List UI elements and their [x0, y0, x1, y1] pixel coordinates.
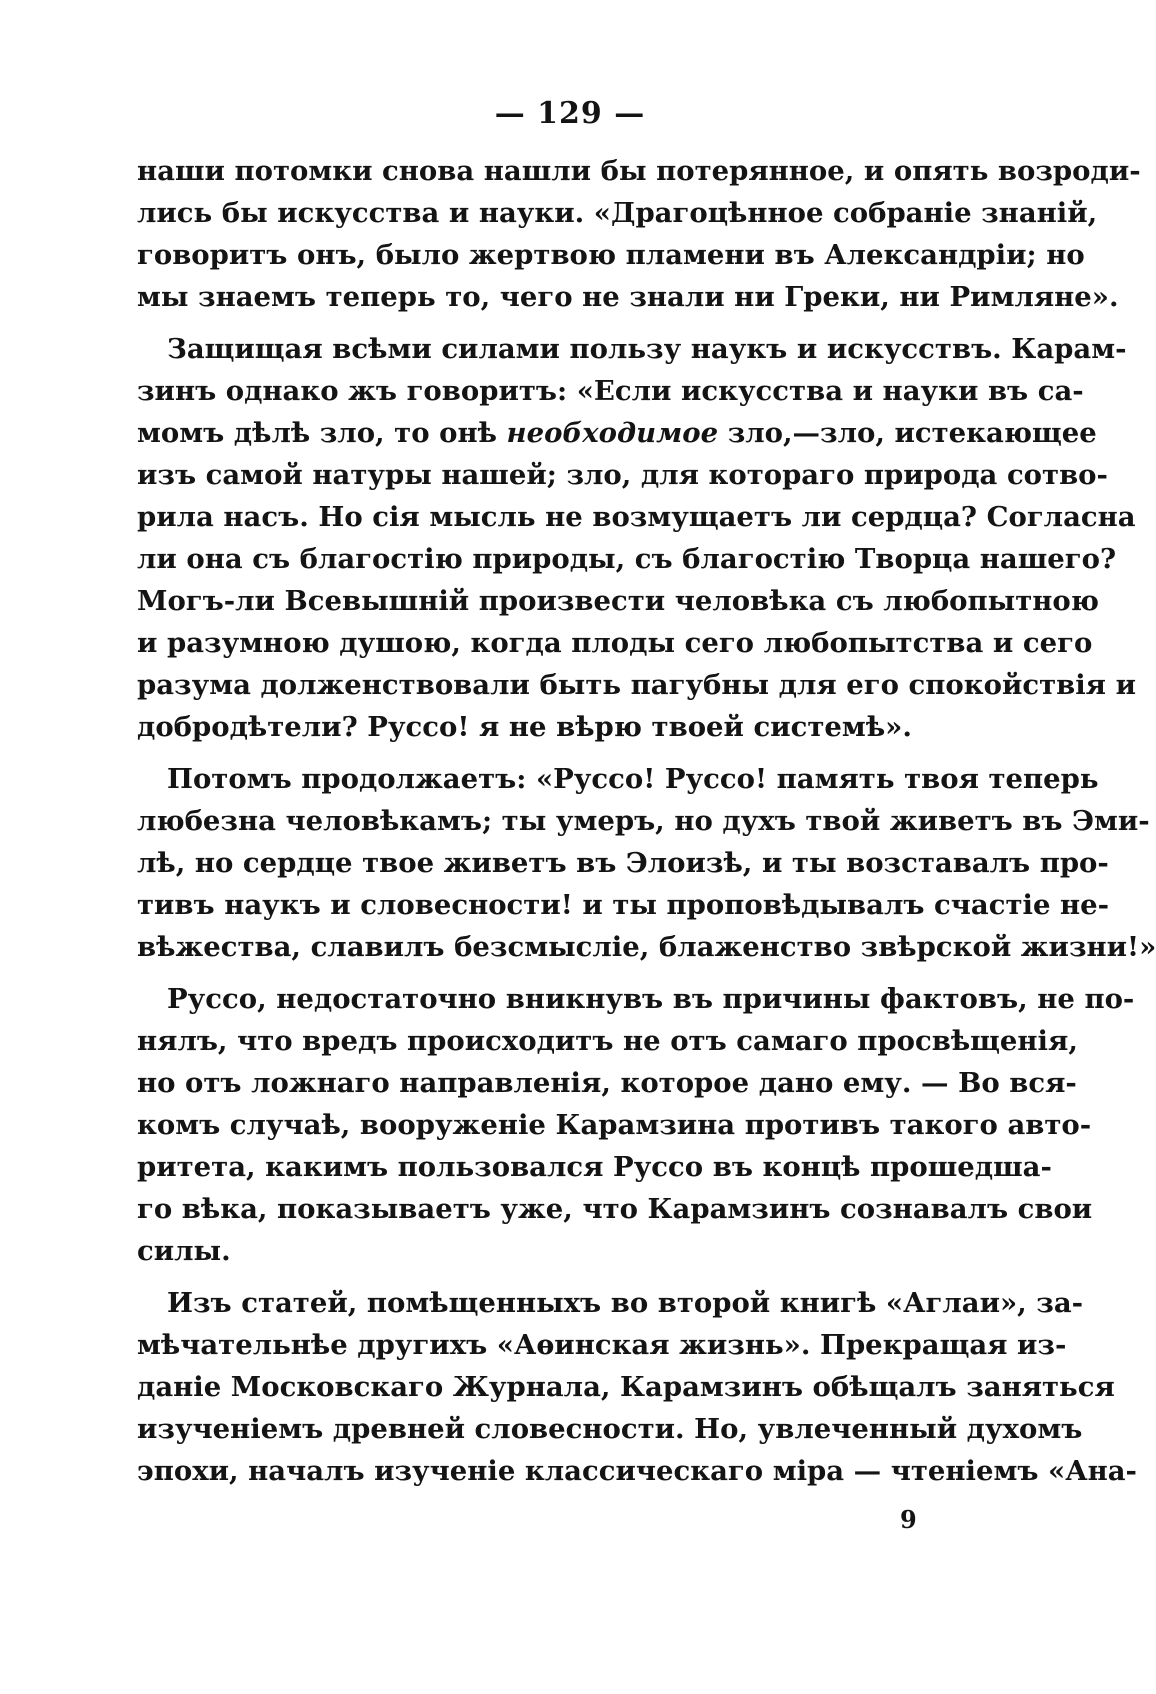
text-line: любезна человѣкамъ; ты умеръ, но духъ твой живетъ въ Эми- [137, 805, 1150, 837]
text-line: ли она съ благостію природы, съ благостію Творца нашего? [137, 543, 1117, 575]
text-line: Могъ-ли Всевышній произвести человѣка съ любопытною [137, 585, 1099, 617]
text-line: рила насъ. Но сія мысль не возмущаетъ ли сердца? Согласна [137, 501, 1136, 533]
page-number: — 129 — [494, 96, 646, 131]
text-line: разума долженствовали быть пагубны для его спокойствія и [137, 669, 1136, 701]
paragraph-4 [137, 978, 1135, 1272]
text-line: нялъ, что вредъ происходитъ не отъ самаго просвѣщенія, [137, 1025, 1078, 1057]
text-line: говоритъ онъ, было жертвою пламени въ Александріи; но [137, 239, 1085, 271]
text-line: ритета, какимъ пользовался Руссо въ концѣ прошедша- [137, 1151, 1052, 1183]
text-span: зло,—зло, истекающее [718, 417, 1097, 449]
text-line: и разумною душою, когда плоды сего любопытства и сего [137, 627, 1093, 659]
text-line: силы. [137, 1235, 231, 1267]
text-line: лись бы искусства и науки. «Драгоцѣнное собраніе знаній, [137, 197, 1098, 229]
text-line: тивъ наукъ и словесности! и ты проповѣдывалъ счастіе не- [137, 889, 1110, 921]
text-line: мѣчательнѣе другихъ «Аѳинская жизнь». Прекращая из- [137, 1329, 1067, 1361]
text-line: Потомъ продолжаетъ: «Руссо! Руссо! память твоя теперь [167, 763, 1099, 795]
paragraph-1 [137, 150, 1141, 318]
text-span: момъ дѣлѣ зло, то онѣ [137, 417, 507, 449]
text-line: но отъ ложнаго направленія, которое дано ему. — Во вся- [137, 1067, 1077, 1099]
paragraph-5 [137, 1282, 1137, 1492]
text-line: комъ случаѣ, вооруженіе Карамзина противъ такого авто- [137, 1109, 1092, 1141]
text-line: изученіемъ древней словесности. Но, увлеченный духомъ [137, 1413, 1083, 1445]
body-text [137, 150, 1156, 1502]
text-line: наши потомки снова нашли бы потерянное, и опять возроди- [137, 155, 1141, 187]
paragraph-2 [137, 328, 1136, 748]
text-line: вѣжества, славилъ безсмысліе, блаженство звѣрской жизни!» [137, 931, 1156, 963]
text-line: Руссо, недостаточно вникнувъ въ причины фактовъ, не по- [167, 983, 1135, 1015]
emphasized-word: необходимое [506, 417, 719, 449]
text-line: мы знаемъ теперь то, чего не знали ни Греки, ни Римляне». [137, 281, 1119, 313]
text-line: го вѣка, показываетъ уже, что Карамзинъ сознавалъ свои [137, 1193, 1093, 1225]
text-line: даніе Московскаго Журнала, Карамзинъ обѣщалъ заняться [137, 1371, 1115, 1403]
text-line: изъ самой натуры нашей; зло, для котораго природа сотво- [137, 459, 1108, 491]
text-line: лѣ, но сердце твое живетъ въ Элоизѣ, и ты возставалъ про- [137, 847, 1109, 879]
text-line: Изъ статей, помѣщенныхъ во второй книгѣ «Аглаи», за- [167, 1287, 1084, 1319]
text-line: добродѣтели? Руссо! я не вѣрю твоей системѣ». [137, 711, 912, 743]
text-line: Защищая всѣми силами пользу наукъ и искусствъ. Карам- [167, 333, 1127, 365]
signature-mark: 9 [900, 1505, 917, 1534]
text-line-with-emphasis [137, 412, 1097, 454]
text-line: зинъ однако жъ говоритъ: «Если искусства и науки въ са- [137, 375, 1084, 407]
paragraph-3 [137, 758, 1156, 968]
text-line: эпохи, началъ изученіе классическаго міра — чтеніемъ «Ана- [137, 1455, 1137, 1487]
